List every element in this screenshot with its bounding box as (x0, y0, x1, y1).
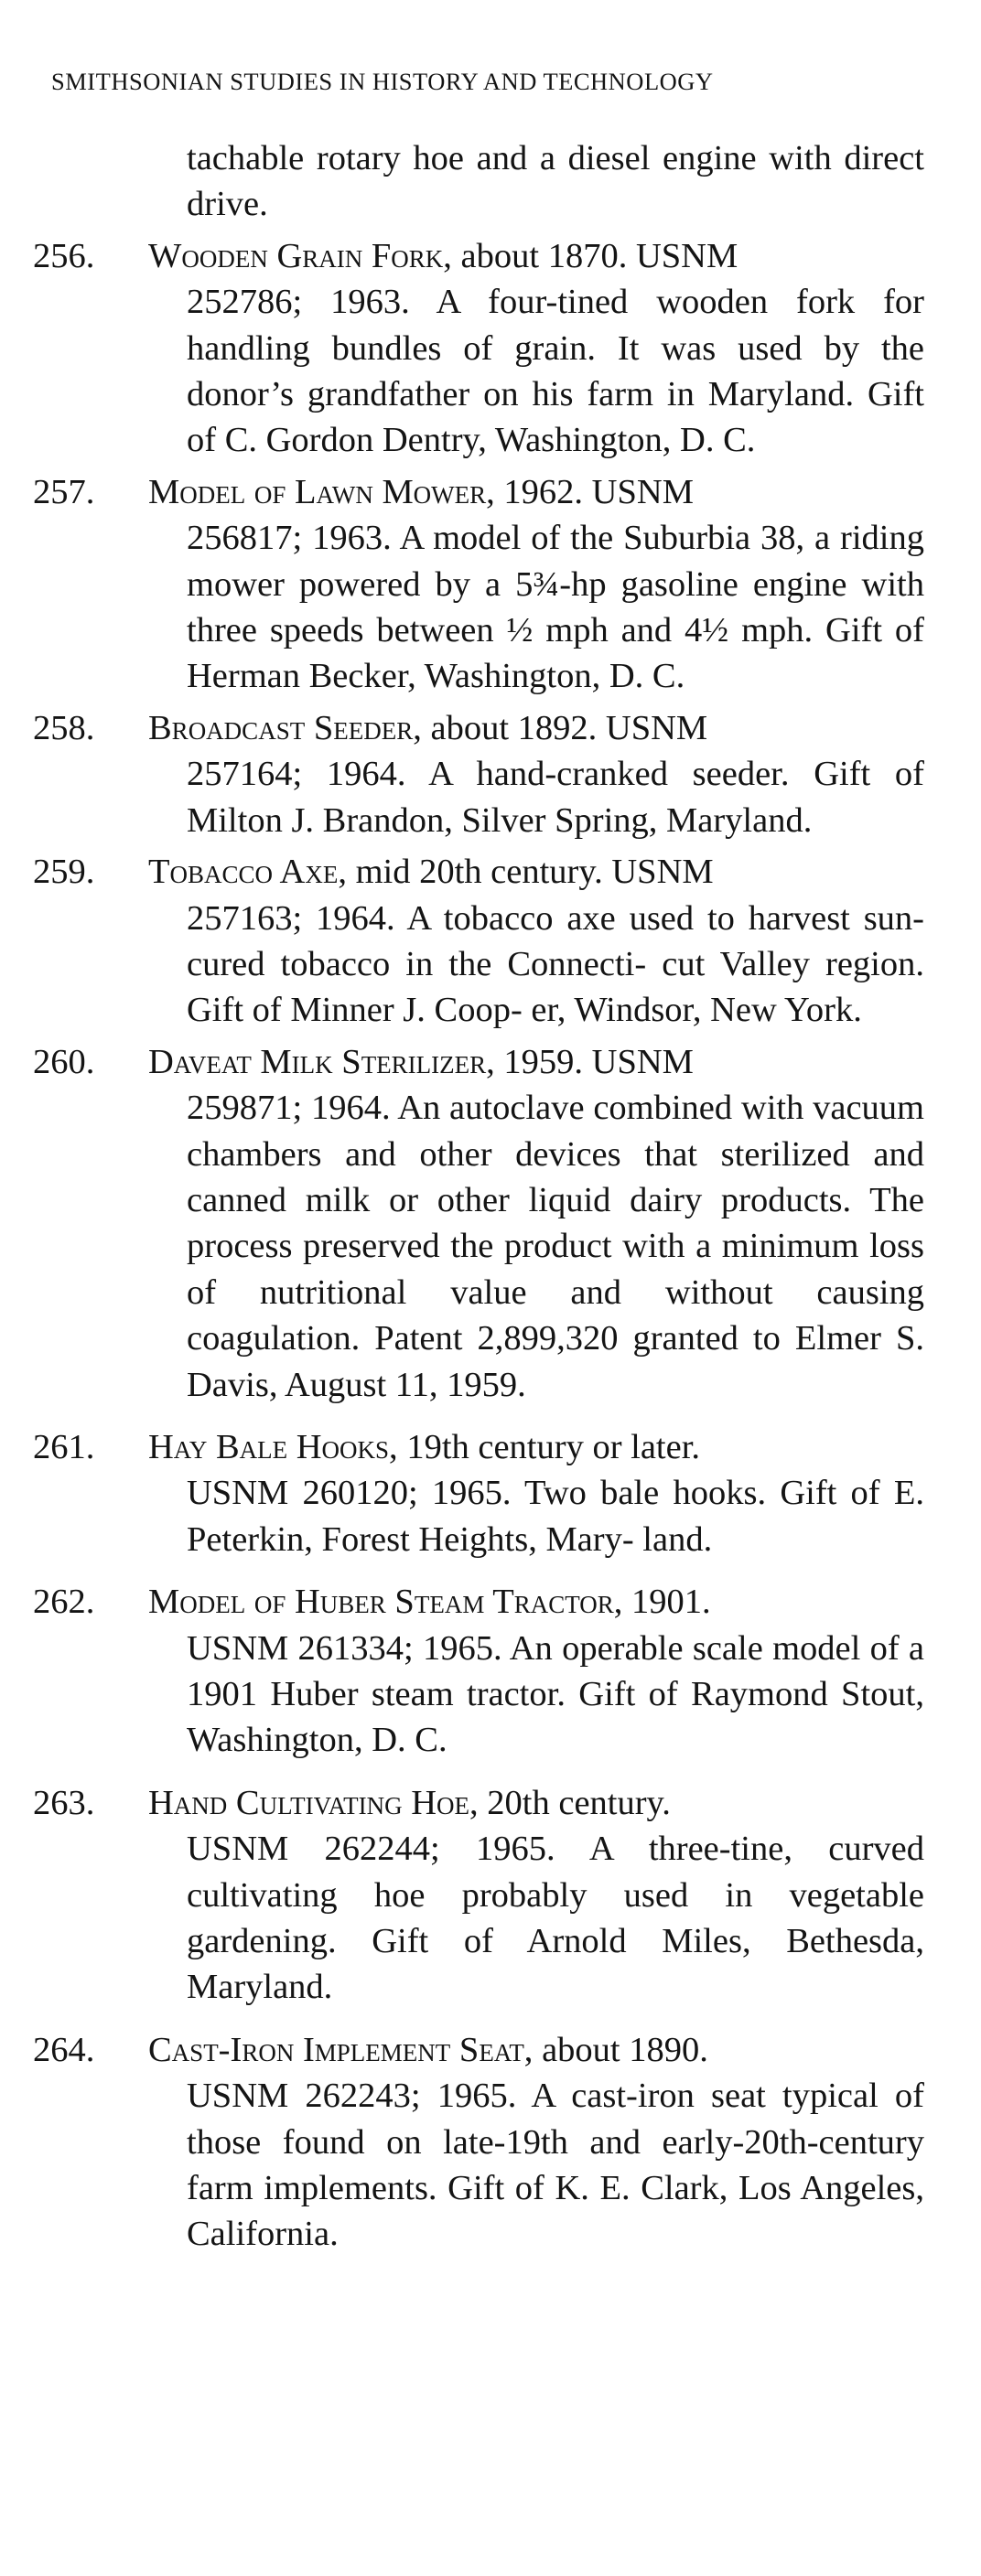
entry-description: 252786; 1963. A four-tined wooden fork for handling bundles of grain. It was used by the donor’s grandfather on his farm in Maryland. Gift of C. Gordon Dentry, Washington, D. C. (187, 283, 924, 460)
entry-first-line: 1959. USNM (503, 1042, 694, 1081)
entry-title: Model of Lawn Mower, (148, 472, 495, 511)
entry-description: 256817; 1963. A model of the Suburbia 38, a riding mower powered by a 5¾-hp gasoline engine with three speeds between ½ mph and 4½ mph. Gift of Herman Becker, Washington, D. C. (187, 519, 924, 696)
entry-first-line: about 1870. USNM (460, 236, 738, 275)
entry-number: 260. (33, 1042, 95, 1081)
entry-number: 261. (33, 1427, 95, 1466)
catalog-entry (33, 849, 924, 1034)
entry-title: Broadcast Seeder, (148, 708, 422, 747)
entry-first-line: 1962. USNM (503, 472, 694, 511)
catalog-entry (33, 1579, 924, 1764)
catalog-entry (33, 233, 924, 464)
entry-description: 259871; 1964. An autoclave combined with vacuum chambers and other devices that sterilized and canned milk or other liquid dairy products. The process preserved the product with a minimum loss of nutritional value and without causing coagulation. Patent 2,899,320 granted to Elmer S. Davis, August 11, 1959. (187, 1089, 924, 1404)
entry-number: 263. (33, 1783, 95, 1822)
entry-title: Hand Cultivating Hoe, (148, 1783, 479, 1822)
entry-description: 257163; 1964. A tobacco axe used to harvest sun-cured tobacco in the Connecti- cut Valley region. Gift of Minner J. Coop- er, Windsor, New York. (187, 898, 924, 1030)
catalog-entry (33, 1039, 924, 1408)
entry-first-line: mid 20th century. USNM (355, 853, 714, 892)
entry-first-line: about 1890. (542, 2030, 708, 2069)
entry-title: Hay Bale Hooks, (148, 1427, 398, 1466)
catalog-entry (33, 1424, 924, 1562)
entry-first-line: 1901. (631, 1583, 711, 1622)
continuation-text: tachable rotary hoe and a diesel engine with direct drive. (187, 139, 924, 224)
entry-description: USNM 260120; 1965. Two bale hooks. Gift of E. Peterkin, Forest Heights, Mary- land. (187, 1474, 924, 1559)
entry-description: USNM 261334; 1965. An operable scale model of a 1901 Huber steam tractor. Gift of Raymond Stout, Washington, D. C. (187, 1628, 924, 1760)
entry-description: USNM 262244; 1965. A three-tine, curved cultivating hoe probably used in vegetable gardening. Gift of Arnold Miles, Bethesda, Maryland. (187, 1830, 924, 2007)
entry-number: 262. (33, 1583, 95, 1622)
entry-number: 258. (33, 708, 95, 747)
entry-description: USNM 262243; 1965. A cast-iron seat typical of those found on late-19th and early-20th-century farm implements. Gift of K. E. Clark, Los Angeles, California. (187, 2077, 924, 2254)
entry-number: 259. (33, 853, 95, 892)
entry-first-line: 19th century or later. (406, 1427, 701, 1466)
entry-number: 256. (33, 236, 95, 275)
entry-description: 257164; 1964. A hand-cranked seeder. Gift of Milton J. Brandon, Silver Spring, Maryland. (187, 755, 924, 840)
entry-title: Daveat Milk Sterilizer, (148, 1042, 495, 1081)
entry-first-line: about 1892. USNM (430, 708, 708, 747)
running-head: SMITHSONIAN STUDIES IN HISTORY AND TECHNOLOGY (51, 68, 714, 95)
catalog-entries (33, 135, 924, 2258)
entry-title: Tobacco Axe, (148, 853, 347, 892)
entry-title: Model of Huber Steam Tractor, (148, 1583, 623, 1622)
catalog-entry (33, 705, 924, 843)
entry-first-line: 20th century. (487, 1783, 671, 1822)
catalog-entry (33, 469, 924, 700)
entry-number: 257. (33, 472, 95, 511)
entry-number: 264. (33, 2030, 95, 2069)
catalog-entry (33, 1780, 924, 2011)
entry-title: Wooden Grain Fork, (148, 236, 452, 275)
catalog-entry (33, 2027, 924, 2258)
entry-title: Cast-Iron Implement Seat, (148, 2030, 534, 2069)
